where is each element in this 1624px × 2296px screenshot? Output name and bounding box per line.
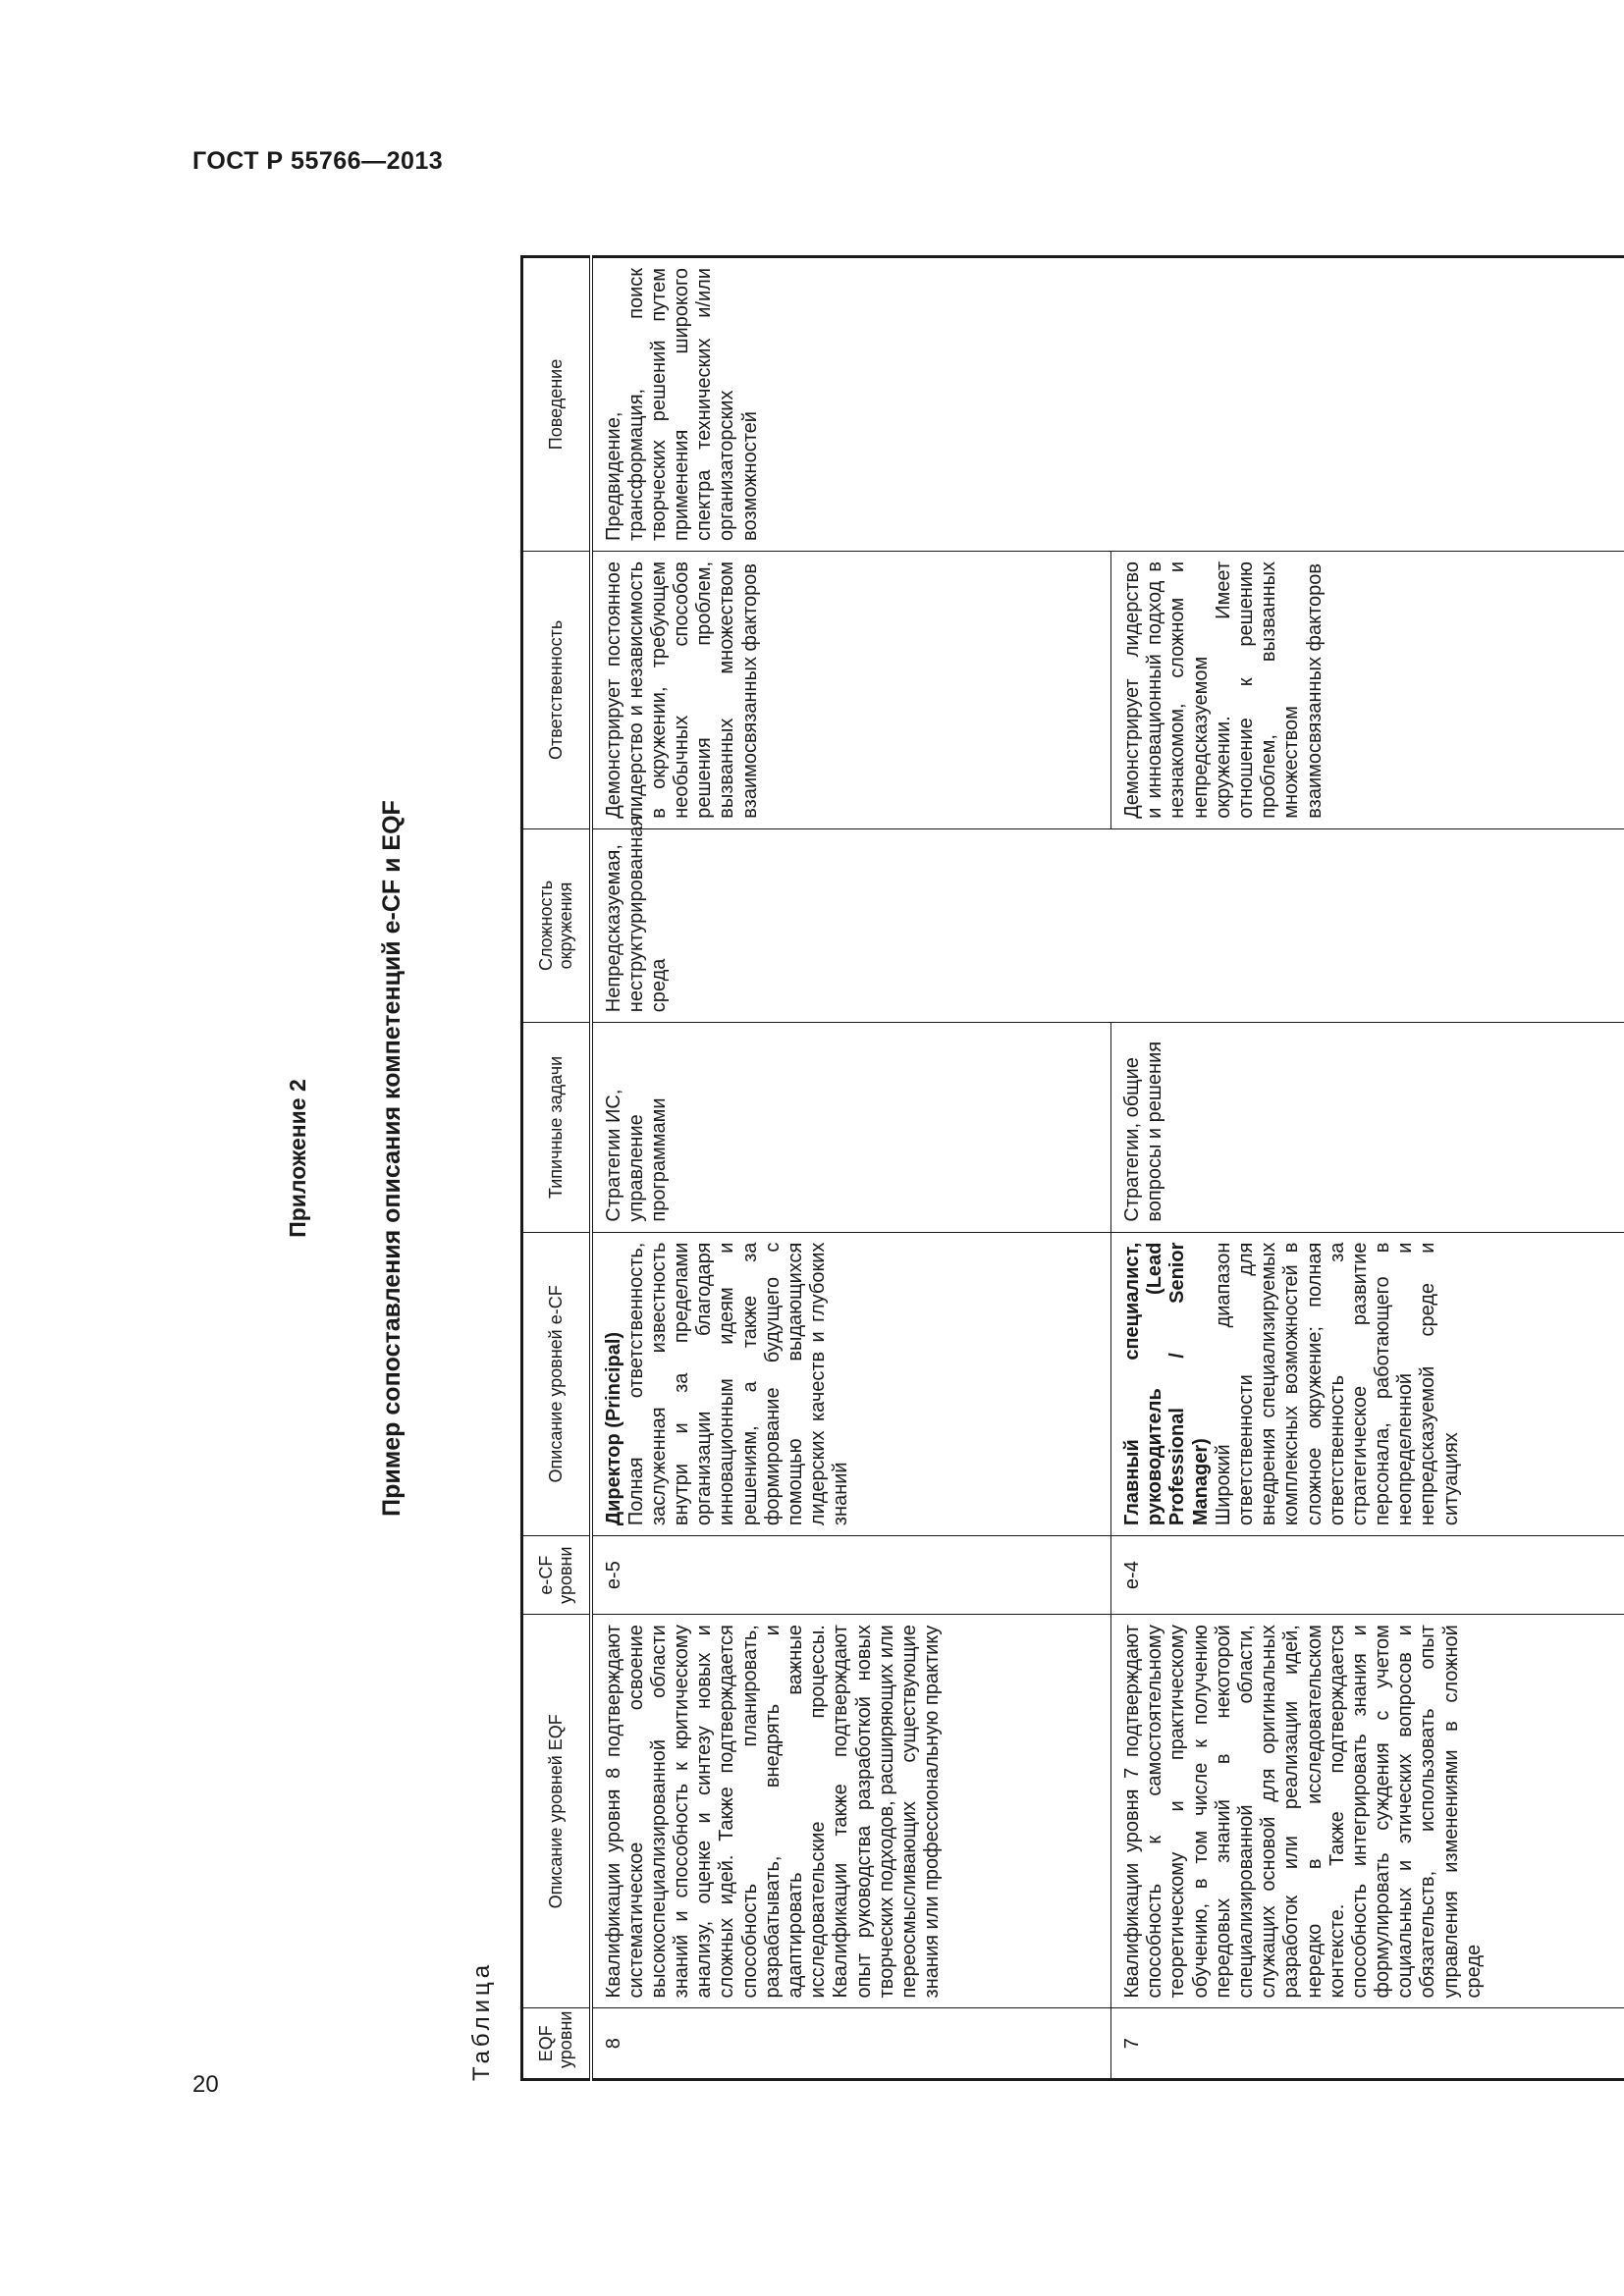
- header-resp: Ответственность: [522, 551, 591, 828]
- row8-env: Непредсказуемая, неструктурированная среда: [591, 828, 1624, 1022]
- row8-eqf-desc: Квалификации уровня 8 подтверждают систематическое освоение высокоспециализированной области знаний и способность к критическому анализу, оценке и синтезу новых и сложных идей. Также подтверждается способность планировать, разрабатывать, внедрять и адаптировать важные исследовательские процессы. Квалификации также подтверждают опыт руководства разработкой новых творческих подходов, расширяющих или переосмысливающих существующие знания или профессиональную практику: [591, 1615, 1111, 2008]
- table-row: [591, 257, 1111, 2080]
- page-number: 20: [192, 2071, 219, 2098]
- header-eqf-desc: Описание уровней EQF: [522, 1615, 591, 2008]
- row7-ecf-desc-cell: [1111, 1232, 1624, 1536]
- table-caption: Пример сопоставления описания компетенций е-CF и EQF: [378, 800, 406, 1517]
- row7-eqf-level: 7: [1111, 2008, 1624, 2080]
- standard-header: ГОСТ Р 55766—2013: [192, 147, 444, 175]
- row7-ecf-title: Главный специалист, руководитель (Lead Professional / Senior Manager): [1121, 1242, 1212, 1526]
- row8-eqf-level: 8: [591, 2008, 1111, 2080]
- header-env: Сложность окружения: [522, 828, 591, 1022]
- row8-ecf-title: Директор (Principal): [602, 1331, 624, 1526]
- header-ecf-desc: Описание уровней e-CF: [522, 1232, 591, 1536]
- header-eqf-level: EQF уровни: [522, 2008, 591, 2080]
- row8-tasks: Стратегии ИС, управление программами: [591, 1023, 1111, 1232]
- row8-ecf-level: e-5: [591, 1536, 1111, 1615]
- table-header-row: [522, 257, 591, 2080]
- header-tasks: Типичные задачи: [522, 1023, 591, 1232]
- competence-table: [520, 255, 1624, 2081]
- rotated-content: [285, 226, 1517, 2091]
- row7-eqf-desc: Квалификации уровня 7 подтверждают способность к самостоятельному теоретическому и практическому обучению, в том числе к получению передовых знаний в некоторой специализированной области, служащих основой для оригинальных разработок или реализации идей, нередко в исследовательском контексте. Также подтверждается способность интегрировать знания и формулировать суждения с учетом социальных и этических вопросов и обязательств, использовать опыт управления изменениями в сложной среде: [1111, 1615, 1624, 2008]
- row7-tasks: Стратегии, общие вопросы и решения: [1111, 1023, 1624, 1232]
- header-behavior: Поведение: [522, 257, 591, 552]
- row8-ecf-desc: Полная ответственность, заслуженная известность внутри и за пределами организации благодаря инновационным идеям и решениям, а также за формирование будущего с помощью выдающихся лидерских качеств и глубоких знаний: [624, 1242, 852, 1526]
- table-label: Таблица: [468, 1960, 495, 2081]
- row8-behavior: Предвидение, трансформация, поиск творческих решений путем применения широкого спектра технических и/или организаторских возможностей: [591, 257, 1624, 552]
- row7-ecf-level: e-4: [1111, 1536, 1624, 1615]
- row8-resp: Демонстрирует постоянное лидерство и независимость в окружении, требующем необычных способов решения проблем, вызванных множеством взаимосвязанных факторов: [591, 551, 1111, 828]
- row7-ecf-desc: Широкий диапазон ответственности для внедрения специализируемых комплексных возможностей в сложное окружение; полная ответственность за стратегическое развитие персонала, работающего в неопределенной и непредсказуемой среде и ситуациях: [1212, 1242, 1462, 1526]
- row8-ecf-desc-cell: [591, 1232, 1111, 1536]
- header-ecf-level: e-CF уровни: [522, 1536, 591, 1615]
- appendix-title: Приложение 2: [285, 1079, 310, 1238]
- row7-resp: Демонстрирует лидерство и инновационный подход в незнакомом, сложном и непредсказуемом окружении. Имеет отношение к решению проблем, вызванных множеством взаимосвязанных факторов: [1111, 551, 1624, 828]
